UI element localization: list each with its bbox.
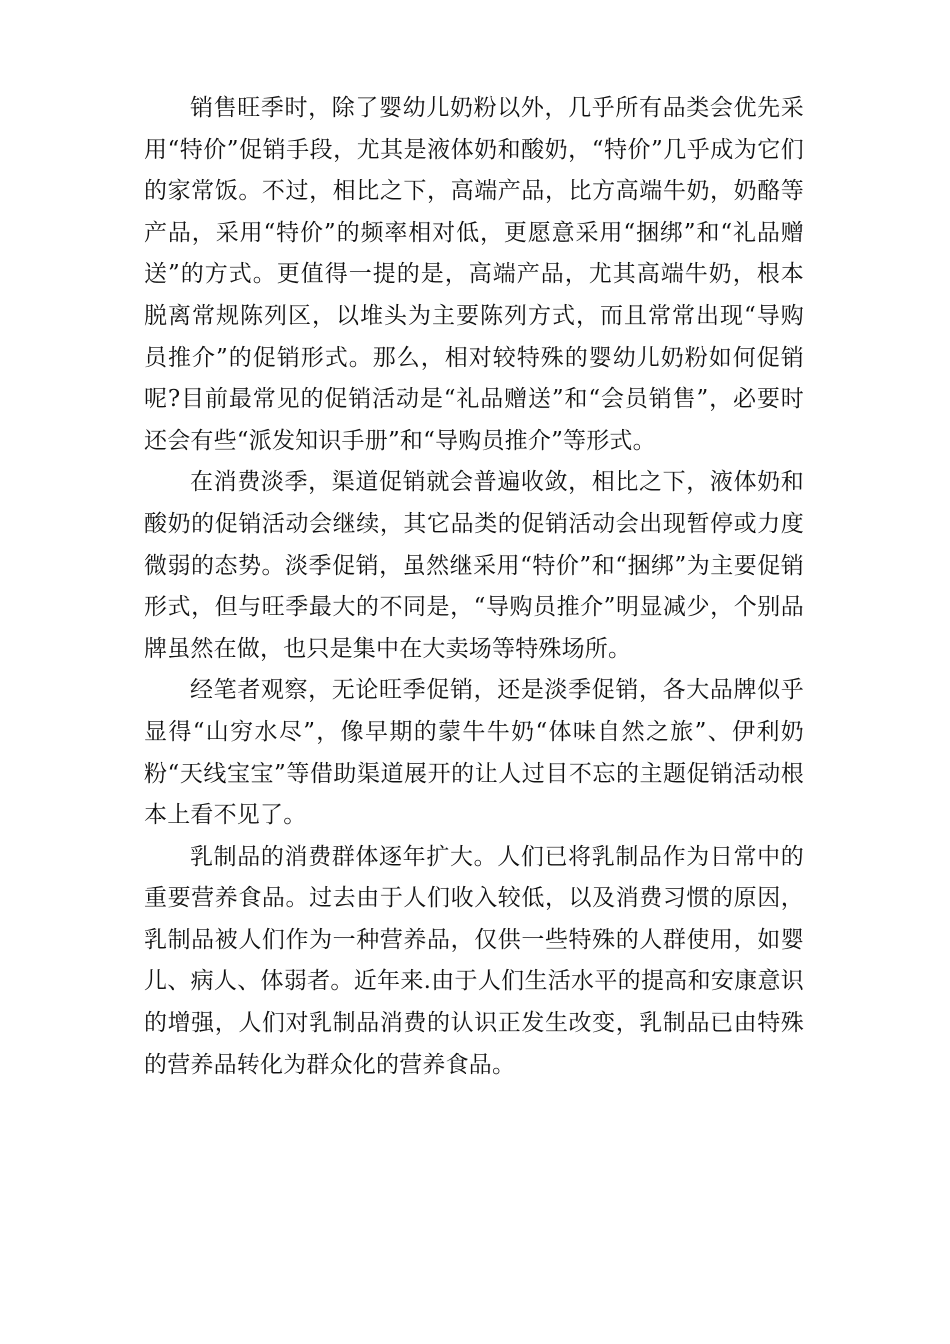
paragraph-consumer-group-growth: 乳制品的消费群体逐年扩大。人们已将乳制品作为日常中的重要营养食品。过去由于人们收入较低，以及消费习惯的原因，乳制品被人们作为一种营养品，仅供一些特殊的人群使用，如婴儿、病人、体弱者。近年来.由于人们生活水平的提高和安康意识的增强，人们对乳制品消费的认识正发生改变，乳制品已由特殊的营养品转化为群众化的营养食品。 [144, 843, 804, 1078]
paragraph-off-season-promotions: 在消费淡季，渠道促销就会普遍收敛，相比之下，液体奶和酸奶的促销活动会继续，其它品类的促销活动会出现暂停或力度微弱的态势。淡季促销，虽然继采用“特价”和“捆绑”为主要促销形式，但与旺季最大的不同是，“导购员推介”明显减少，个别品牌虽然在做，也只是集中在大卖场等特殊场所。 [144, 469, 804, 662]
document-body [144, 88, 804, 1086]
paragraph-peak-season-promotions: 销售旺季时，除了婴幼儿奶粉以外，几乎所有品类会优先采用“特价”促销手段，尤其是液体奶和酸奶，“特价”几乎成为它们的家常饭。不过，相比之下，高端产品，比方高端牛奶，奶酪等产品，采用“特价”的频率相对低，更愿意采用“捆绑”和“礼品赠送”的方式。更值得一提的是，高端产品，尤其高端牛奶，根本脱离常规陈列区，以堆头为主要陈列方式，而且常常出现“导购员推介”的促销形式。那么，相对较特殊的婴幼儿奶粉如何促销呢?目前最常见的促销活动是“礼品赠送”和“会员销售”，必要时还会有些“派发知识手册”和“导购员推介”等形式。 [144, 95, 804, 454]
paragraph-author-observation: 经笔者观察，无论旺季促销，还是淡季促销，各大品牌似乎显得“山穷水尽”，像早期的蒙牛牛奶“体味自然之旅”、伊利奶粉“天线宝宝”等借助渠道展开的让人过目不忘的主题促销活动根本上看不见了。 [144, 677, 804, 829]
